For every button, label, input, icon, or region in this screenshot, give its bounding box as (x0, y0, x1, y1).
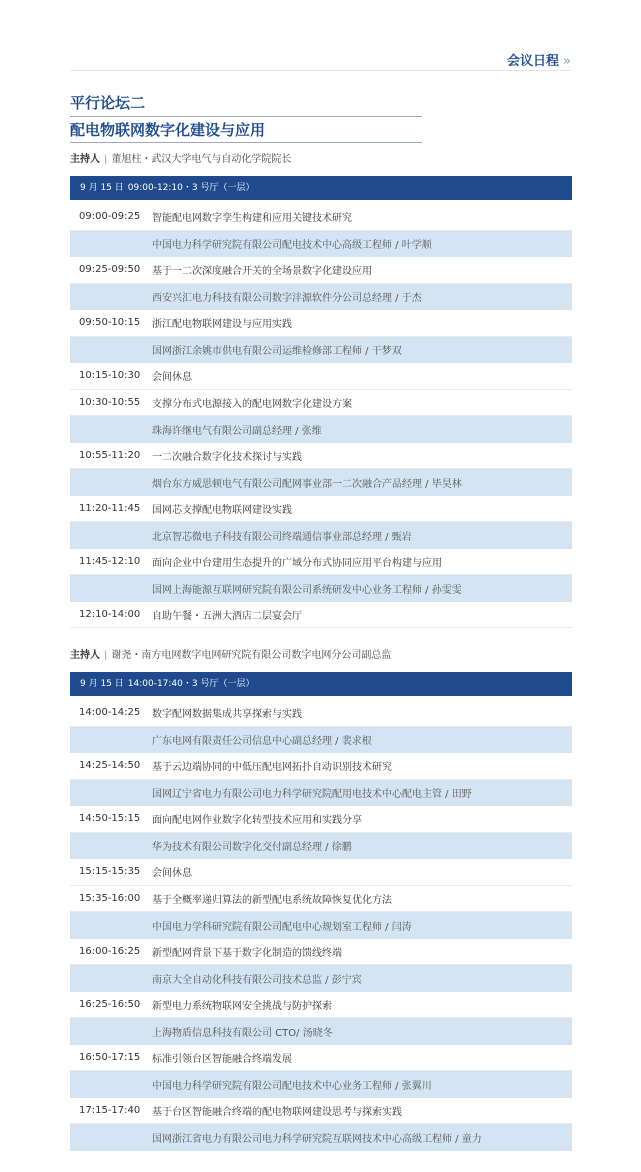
speaker-row (70, 965, 572, 992)
table-row (70, 992, 572, 1019)
time-slot: 14:00-14:25 (79, 707, 141, 719)
talk-topic: 智能配电网数字孪生构建和应用关键技术研究 (152, 213, 352, 225)
speaker-row (70, 522, 572, 549)
time-slot: 09:00-09:25 (79, 211, 141, 223)
host-line (70, 150, 291, 165)
time-slot: 15:35-16:00 (79, 892, 141, 904)
time-slot: 10:55-11:20 (79, 449, 141, 461)
speaker-info: 国网浙江余姚市供电有限公司运维检修部工程师 / 干梦双 (152, 346, 402, 358)
speaker-row (70, 416, 572, 443)
talk-topic: 会间休息 (152, 372, 192, 384)
time-slot: 14:50-15:15 (79, 813, 141, 825)
speaker-info: 中国电力学科研究院有限公司配电中心规划室工程师 / 闫涛 (152, 921, 412, 933)
speaker-info: 华为技术有限公司数字化交付副总经理 / 徐鹏 (152, 842, 352, 854)
speaker-row (70, 284, 572, 311)
speaker-row (70, 337, 572, 364)
speaker-info: 烟台东方威思顿电气有限公司配网事业部一二次融合产品经理 / 毕昊林 (152, 478, 462, 490)
time-slot: 16:50-17:15 (79, 1051, 141, 1063)
agenda-link-label[interactable]: 会议日程 (507, 54, 560, 69)
speaker-row (70, 727, 572, 754)
speaker-info: 南京大全自动化科技有限公司技术总监 / 彭宁宾 (152, 974, 362, 986)
host-name: 董旭柱・武汉大学电气与自动化学院院长 (111, 154, 292, 165)
speaker-info: 北京智芯微电子科技有限公司终端通信事业部总经理 / 甄岩 (152, 531, 412, 543)
session-time: 09:00-12:10・3 号厅（一层） (127, 183, 255, 193)
time-slot: 14:25-14:50 (79, 760, 141, 772)
table-row (70, 443, 572, 470)
forum-subtitle: 配电物联网数字化建设与应用 (70, 121, 266, 139)
speaker-row (70, 469, 572, 496)
time-slot: 16:25-16:50 (79, 998, 141, 1010)
session-date: 9 月 15 日 (80, 183, 124, 193)
speaker-row (70, 575, 572, 602)
table-row (70, 310, 572, 337)
table-row (70, 204, 572, 231)
speaker-row (70, 780, 572, 807)
talk-topic: 数字配网数据集成共享探索与实践 (152, 709, 302, 721)
talk-topic: 自助午餐・五洲大酒店二层宴会厅 (152, 610, 302, 622)
time-slot: 17:15-17:40 (79, 1104, 141, 1116)
speaker-info: 中国电力科学研究院有限公司配电技术中心业务工程师 / 张翼川 (152, 1080, 432, 1092)
forum-title: 平行论坛二 (70, 94, 146, 112)
host-separator: | (104, 154, 108, 165)
table-row (70, 859, 572, 886)
session-date: 9 月 15 日 (80, 679, 124, 689)
table-row (70, 549, 572, 576)
talk-topic: 面向配电网作业数字化转型技术应用和实践分享 (152, 815, 362, 827)
agenda-rows (70, 700, 572, 1151)
speaker-info: 国网浙江省电力有限公司电力科学研究院互联网技术中心高级工程师 / 童力 (152, 1133, 482, 1145)
talk-topic: 基于台区智能融合终端的配电物联网建设思考与探索实践 (152, 1106, 402, 1118)
host-separator: | (104, 650, 108, 661)
talk-topic: 会间休息 (152, 868, 192, 880)
host-label: 主持人 (70, 650, 100, 661)
session-time: 14:00-17:40・3 号厅（一层） (127, 679, 255, 689)
time-slot: 15:15-15:35 (79, 866, 141, 878)
talk-topic: 浙江配电物联网建设与应用实践 (152, 319, 292, 331)
speaker-info: 西安兴汇电力科技有限公司数字沣源软件分公司总经理 / 于杰 (152, 293, 422, 305)
table-row (70, 806, 572, 833)
speaker-row (70, 833, 572, 860)
table-row (70, 496, 572, 523)
talk-topic: 支撑分布式电源接入的配电网数字化建设方案 (152, 398, 352, 410)
time-slot: 11:20-11:45 (79, 502, 141, 514)
host-label: 主持人 (70, 154, 100, 165)
session-bar (70, 672, 572, 696)
time-slot: 10:15-10:30 (79, 370, 141, 382)
table-row (70, 1045, 572, 1072)
speaker-row (70, 231, 572, 258)
time-slot: 12:10-14:00 (79, 608, 141, 620)
table-row (70, 700, 572, 727)
speaker-info: 国网辽宁省电力有限公司电力科学研究院配用电技术中心配电主管 / 田野 (152, 789, 472, 801)
title-divider (70, 142, 422, 143)
time-slot: 16:00-16:25 (79, 945, 141, 957)
talk-topic: 基于云边端协同的中低压配电网拓扑自动识别技术研究 (152, 762, 392, 774)
chevron-right-icon: » (563, 54, 571, 69)
time-slot: 09:25-09:50 (79, 264, 141, 276)
talk-topic: 一二次融合数字化技术探讨与实践 (152, 451, 302, 463)
host-name: 谢尧・南方电网数字电网研究院有限公司数字电网分公司副总监 (111, 650, 392, 661)
talk-topic: 基于一二次深度融合开关的全场景数字化建设应用 (152, 266, 372, 278)
top-divider (70, 70, 571, 71)
agenda-rows (70, 204, 572, 628)
talk-topic: 新型电力系统物联网安全挑战与防护探索 (152, 1000, 332, 1012)
table-row (70, 363, 572, 390)
table-row (70, 257, 572, 284)
speaker-info: 珠海许继电气有限公司副总经理 / 张维 (152, 425, 322, 437)
title-divider (70, 116, 422, 117)
speaker-row (70, 1071, 572, 1098)
table-row (70, 753, 572, 780)
table-row (70, 886, 572, 913)
session-bar (70, 176, 572, 200)
agenda-link[interactable] (507, 50, 571, 69)
talk-topic: 新型配网背景下基于数字化制造的馈线终端 (152, 947, 342, 959)
time-slot: 11:45-12:10 (79, 555, 141, 567)
speaker-info: 中国电力科学研究院有限公司配电技术中心高级工程师 / 叶学顺 (152, 240, 432, 252)
table-row (70, 602, 572, 629)
speaker-info: 国网上海能源互联网研究院有限公司系统研发中心业务工程师 / 孙雯雯 (152, 584, 462, 596)
speaker-info: 上海物盾信息科技有限公司 CTO/ 汤晓冬 (152, 1027, 333, 1039)
speaker-row (70, 1018, 572, 1045)
speaker-row (70, 1124, 572, 1151)
table-row (70, 390, 572, 417)
speaker-info: 广东电网有限责任公司信息中心副总经理 / 裴求根 (152, 736, 372, 748)
table-row (70, 939, 572, 966)
time-slot: 10:30-10:55 (79, 396, 141, 408)
talk-topic: 国网芯支撑配电物联网建设实践 (152, 504, 292, 516)
talk-topic: 基于全概率递归算法的新型配电系统故障恢复优化方法 (152, 894, 392, 906)
host-line (70, 646, 391, 661)
talk-topic: 标准引领台区智能融合终端发展 (152, 1053, 292, 1065)
time-slot: 09:50-10:15 (79, 317, 141, 329)
talk-topic: 面向企业中台建用生态提升的广域分布式协同应用平台构建与应用 (152, 557, 442, 569)
speaker-row (70, 912, 572, 939)
table-row (70, 1098, 572, 1125)
